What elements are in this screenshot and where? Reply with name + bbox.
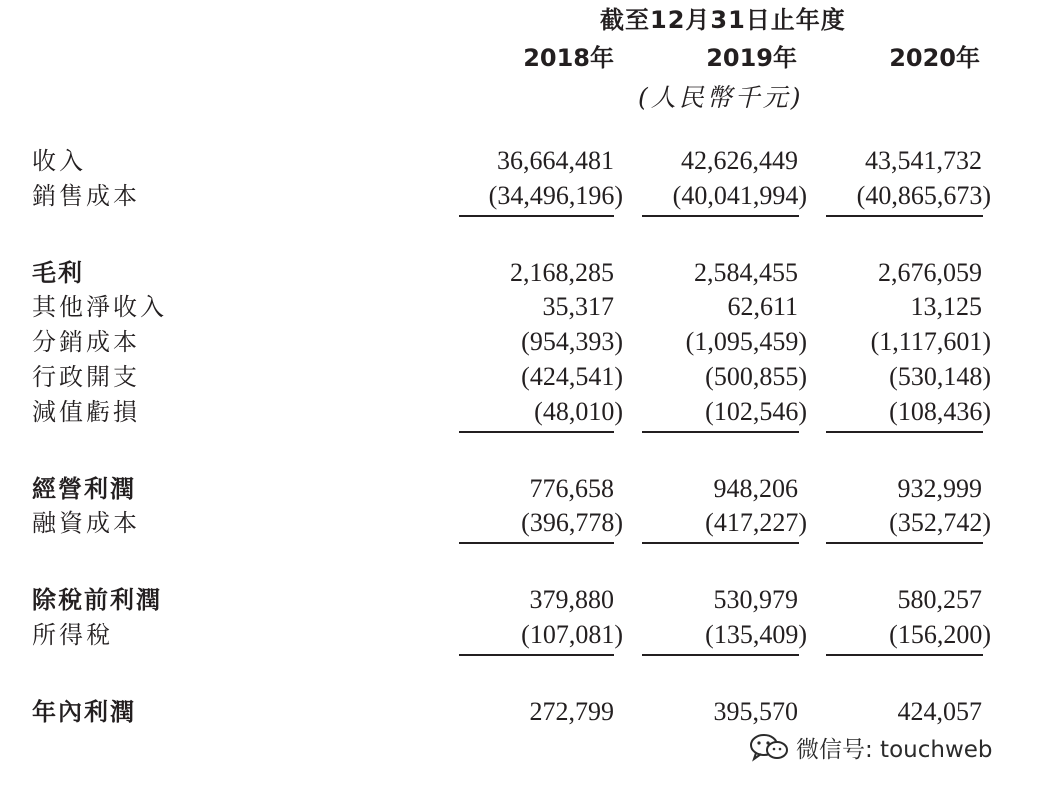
row-value-2020: 580,257 [897,585,982,614]
subtotal-underline [826,431,983,433]
row-value-2020: (352,742) [889,508,991,537]
row-label: 所得稅 [32,621,113,649]
table-row [0,181,1046,211]
row-value-2019: 948,206 [713,474,798,503]
row-value-2019: (102,546) [705,397,807,426]
subtotal-underline [642,431,799,433]
subtotal-underline [459,654,614,656]
row-value-2020: (156,200) [889,620,991,649]
row-value-2020: 43,541,732 [865,146,982,175]
row-value-2020: 424,057 [897,697,982,726]
column-header-period: 截至12月31日止年度 [600,6,846,34]
row-label: 收入 [32,147,86,175]
row-value-2018: 35,317 [542,292,614,321]
column-header-year-2019: 2019年 [706,44,797,72]
row-label: 除稅前利潤 [32,586,162,614]
subtotal-underline [459,431,614,433]
column-header-year-2018: 2018年 [523,44,614,72]
row-label: 其他淨收入 [32,293,167,321]
row-value-2019: (135,409) [705,620,807,649]
watermark-text: 微信号: touchweb [796,736,993,763]
subtotal-underline [642,542,799,544]
subtotal-underline [459,215,614,217]
row-label: 銷售成本 [32,182,140,210]
table-row [0,362,1046,392]
row-label: 毛利 [32,259,84,287]
table-row [0,585,1046,615]
row-value-2019: (40,041,994) [672,181,807,210]
row-value-2020: (530,148) [889,362,991,391]
row-value-2019: 2,584,455 [694,258,798,287]
row-value-2020: (40,865,673) [856,181,991,210]
row-value-2019: 530,979 [713,585,798,614]
row-value-2018: 36,664,481 [497,146,614,175]
row-value-2019: (1,095,459) [685,327,807,356]
row-value-2018: 272,799 [529,697,614,726]
row-value-2019: (417,227) [705,508,807,537]
row-value-2018: (34,496,196) [488,181,623,210]
subtotal-underline [642,654,799,656]
row-label: 經營利潤 [32,475,136,503]
row-value-2018: 379,880 [529,585,614,614]
row-value-2018: (48,010) [534,397,623,426]
row-label: 融資成本 [32,509,140,537]
table-row [0,508,1046,538]
row-value-2019: 62,611 [727,292,798,321]
row-value-2018: (107,081) [521,620,623,649]
wechat-icon [748,732,790,762]
table-row [0,327,1046,357]
row-value-2020: (108,436) [889,397,991,426]
table-row [0,697,1046,727]
currency-unit-note: (人民幣千元) [638,83,804,112]
table-row [0,620,1046,650]
row-value-2019: (500,855) [705,362,807,391]
subtotal-underline [826,654,983,656]
row-label: 分銷成本 [32,328,140,356]
table-row [0,292,1046,322]
row-label: 行政開支 [32,363,140,391]
row-value-2020: (1,117,601) [870,327,991,356]
subtotal-underline [642,215,799,217]
table-row [0,258,1046,288]
row-value-2018: 2,168,285 [510,258,614,287]
row-value-2018: (396,778) [521,508,623,537]
row-value-2019: 42,626,449 [681,146,798,175]
subtotal-underline [826,215,983,217]
row-value-2019: 395,570 [713,697,798,726]
table-row [0,397,1046,427]
row-label: 年內利潤 [32,698,136,726]
table-row [0,474,1046,504]
watermark [748,729,993,765]
row-value-2018: (424,541) [521,362,623,391]
row-value-2020: 13,125 [910,292,982,321]
subtotal-underline [459,542,614,544]
row-label: 減值虧損 [32,398,140,426]
row-value-2020: 932,999 [897,474,982,503]
row-value-2018: (954,393) [521,327,623,356]
row-value-2020: 2,676,059 [878,258,982,287]
row-value-2018: 776,658 [529,474,614,503]
column-header-year-2020: 2020年 [889,44,980,72]
table-row [0,146,1046,176]
subtotal-underline [826,542,983,544]
